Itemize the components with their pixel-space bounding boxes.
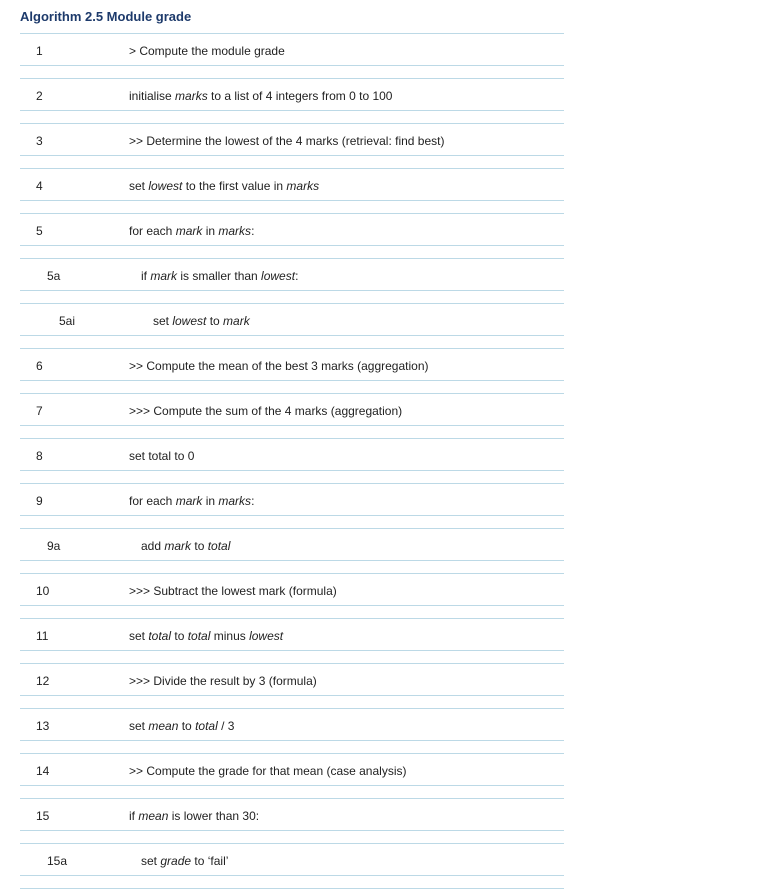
step-text-segment: to [206, 314, 224, 328]
step-number: 9 [36, 494, 43, 508]
step-text-segment: to a list of 4 integers from 0 to 100 [207, 89, 393, 103]
step-text [129, 44, 285, 58]
variable-name: grade [160, 854, 192, 868]
step-text [129, 809, 259, 823]
algorithm-step-row [20, 574, 564, 619]
step-number: 11 [36, 629, 49, 643]
step-text-segment: is smaller than [177, 269, 262, 283]
step-number: 2 [36, 89, 43, 103]
step-number: 7 [36, 404, 43, 418]
step-text-segment: to [191, 539, 208, 553]
step-text-segment: to [171, 629, 188, 643]
step-text [129, 134, 444, 148]
step-text-segment: set total to 0 [129, 449, 195, 463]
step-text [129, 584, 337, 598]
algorithm-step-row [20, 754, 564, 799]
step-text [141, 854, 228, 868]
step-text-segment: for each [129, 224, 176, 238]
variable-name: marks [286, 179, 320, 193]
step-number: 5ai [59, 314, 76, 328]
step-text [129, 89, 392, 103]
algorithm-step-row [20, 619, 564, 664]
step-number: 10 [36, 584, 50, 598]
algorithm-step-row [20, 79, 564, 124]
step-text-segment: set [129, 629, 149, 643]
algorithm-step-row [20, 124, 564, 169]
step-number: 15 [36, 809, 50, 823]
step-text-segment: : [251, 494, 255, 508]
variable-name: marks [218, 224, 252, 238]
variable-name: lowest [249, 629, 284, 643]
step-text-segment: set [141, 854, 161, 868]
step-text-segment: in [202, 494, 219, 508]
algorithm-step-row [20, 484, 564, 529]
step-number: 3 [36, 134, 43, 148]
step-text-segment: >> Determine the lowest of the 4 marks (retrieval: find best) [129, 134, 445, 148]
step-number: 15a [47, 854, 68, 868]
variable-name: mark [175, 224, 203, 238]
step-text-segment: set [153, 314, 173, 328]
step-text-segment: >> Compute the grade for that mean (case analysis) [129, 764, 407, 778]
step-text [129, 764, 406, 778]
step-number: 13 [36, 719, 50, 733]
step-number: 4 [36, 179, 43, 193]
step-text-segment: >>> Subtract the lowest mark (formula) [129, 584, 337, 598]
variable-name: mark [175, 494, 203, 508]
step-number: 14 [36, 764, 50, 778]
step-text-segment: initialise [129, 89, 176, 103]
algorithm-step-row [20, 529, 564, 574]
step-text [129, 359, 429, 373]
algorithm-step-row [20, 34, 564, 79]
step-text-segment: if [129, 809, 139, 823]
variable-name: mark [164, 539, 192, 553]
variable-name: mean [148, 719, 179, 733]
step-text-segment: set [129, 179, 149, 193]
step-text-segment: for each [129, 494, 176, 508]
step-text-segment: >> Compute the mean of the best 3 marks (aggregation) [129, 359, 429, 373]
step-text-segment: to [178, 719, 196, 733]
step-text-segment: / 3 [217, 719, 235, 733]
step-text [129, 179, 319, 193]
step-number: 9a [47, 539, 61, 553]
step-text-segment: > Compute the module grade [129, 44, 285, 58]
variable-name: marks [218, 494, 252, 508]
algorithm-step-row [20, 349, 564, 394]
step-text-segment: if [141, 269, 151, 283]
step-text [129, 449, 194, 463]
step-number: 5a [47, 269, 61, 283]
step-number: 6 [36, 359, 43, 373]
step-text-segment: >>> Divide the result by 3 (formula) [129, 674, 317, 688]
variable-name: lowest [148, 179, 183, 193]
step-text [153, 314, 250, 328]
algorithm-step-row [20, 304, 564, 349]
variable-name: total [207, 539, 231, 553]
algorithm-step-row [20, 259, 564, 304]
step-number: 8 [36, 449, 43, 463]
variable-name: lowest [261, 269, 296, 283]
variable-name: mark [223, 314, 250, 328]
variable-name: mean [138, 809, 169, 823]
algorithm-step-row [20, 664, 564, 709]
step-text-segment: add [141, 539, 165, 553]
step-text [129, 674, 317, 688]
variable-name: total [148, 629, 172, 643]
variable-name: total [187, 629, 211, 643]
algorithm-step-row [20, 169, 564, 214]
step-text [141, 539, 230, 553]
step-number: 5 [36, 224, 43, 238]
variable-name: total [195, 719, 218, 733]
step-number: 1 [36, 44, 43, 58]
step-text-segment: set [129, 719, 149, 733]
step-text [129, 224, 254, 238]
algorithm-step-row [20, 394, 564, 439]
step-text-segment: in [202, 224, 219, 238]
algorithm-step-row [20, 214, 564, 259]
step-text [129, 719, 234, 733]
step-text-segment: >>> Compute the sum of the 4 marks (aggregation) [129, 404, 403, 418]
variable-name: lowest [172, 314, 207, 328]
algorithm-step-row [20, 844, 564, 889]
step-text [129, 404, 402, 418]
step-text [129, 629, 283, 643]
step-text-segment: is lower than 30: [168, 809, 260, 823]
algorithm-table [20, 33, 564, 889]
step-text-segment: to the first value in [182, 179, 287, 193]
algorithm-step-row [20, 709, 564, 754]
step-number: 12 [36, 674, 50, 688]
step-text-segment: : [295, 269, 299, 283]
step-text [141, 269, 298, 283]
step-text-segment: minus [210, 629, 250, 643]
step-text-segment: : [251, 224, 255, 238]
algorithm-title: Algorithm 2.5 Module grade [20, 9, 192, 24]
step-text-segment: to ‘fail’ [191, 854, 229, 868]
algorithm-step-row [20, 439, 564, 484]
variable-name: marks [175, 89, 208, 103]
step-text [129, 494, 254, 508]
algorithm-step-row [20, 799, 564, 844]
variable-name: mark [150, 269, 178, 283]
